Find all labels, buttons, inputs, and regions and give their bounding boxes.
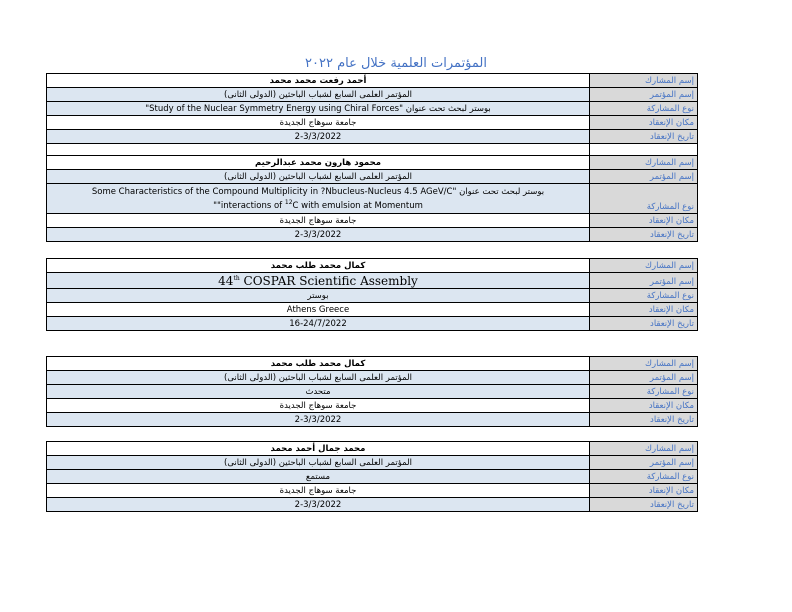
conference-title: COSPAR Scientific Assembly [239,274,418,288]
page-title: المؤتمرات العلمية خلال عام ٢٠٢٢ [305,56,487,71]
participation-type-line-2 [50,199,586,213]
table-row [47,399,698,413]
spacer-cell [47,144,590,156]
conference-label: إسم المؤتمر [590,170,698,184]
date-label: تاريخ الإنعقاد [590,130,698,144]
date: 16-24/7/2022 [47,317,590,331]
date-label: تاريخ الإنعقاد [590,498,698,512]
participation-type-label: نوع المشاركة [590,289,698,303]
date: 2-3/3/2022 [47,228,590,242]
conference-label: إسم المؤتمر [590,371,698,385]
conference-number: 44 [218,274,234,288]
participation-type-label: نوع المشاركة [590,470,698,484]
venue: جامعة سوهاج الجديدة [47,116,590,130]
venue: Athens Greece [47,303,590,317]
conference-table-1 [46,73,698,242]
table-row [47,156,698,170]
participant-label: إسم المشارك [590,357,698,371]
table-row [47,317,698,331]
participation-type-label: نوع المشاركة [590,184,698,214]
participant-name: كمال محمد طلب محمد [47,357,590,371]
table-row [47,289,698,303]
spacer-row [47,144,698,156]
conference-name: المؤتمر العلمى السابع لشباب الباحثين (الدولى الثانى) [47,88,590,102]
conference-label: إسم المؤتمر [590,456,698,470]
table-row [47,228,698,242]
conference-name: المؤتمر العلمى السابع لشباب الباحثين (الدولى الثانى) [47,371,590,385]
table-row [47,371,698,385]
venue: جامعة سوهاج الجديدة [47,214,590,228]
ordinal-superscript: th [233,275,240,282]
conference-table-2 [46,258,698,331]
table-row [47,130,698,144]
participant-name: محمد جمال أحمد محمد [47,442,590,456]
venue-label: مكان الإنعقاد [590,116,698,130]
table-row [47,357,698,371]
participant-label: إسم المشارك [590,74,698,88]
participant-label: إسم المشارك [590,156,698,170]
date: 2-3/3/2022 [47,413,590,427]
participant-name: كمال محمد طلب محمد [47,259,590,273]
date-label: تاريخ الإنعقاد [590,413,698,427]
line-2-suffix: C with emulsion at Momentum [292,201,423,211]
table-row [47,442,698,456]
venue-label: مكان الإنعقاد [590,484,698,498]
participant-label: إسم المشارك [590,442,698,456]
table-row [47,470,698,484]
conference-table-4 [46,441,698,512]
spacer-cell [590,144,698,156]
participation-type: بوستر [47,289,590,303]
table-row [47,484,698,498]
conference-name: المؤتمر العلمى السابع لشباب الباحثين (الدولى الثانى) [47,456,590,470]
participation-type: متحدث [47,385,590,399]
venue-label: مكان الإنعقاد [590,399,698,413]
venue-label: مكان الإنعقاد [590,214,698,228]
date-label: تاريخ الإنعقاد [590,228,698,242]
table-row [47,259,698,273]
table-row [47,413,698,427]
participant-name: محمود هارون محمد عبدالرحيم [47,156,590,170]
table-row [47,214,698,228]
conference-table-3 [46,356,698,427]
date: 2-3/3/2022 [47,130,590,144]
table-row [47,184,698,214]
isotope-superscript: 12 [284,199,293,207]
table-row [47,102,698,116]
line-2-prefix: ""interactions of [213,201,285,211]
participation-type: بوستر لبحث تحت عنوان "Study of the Nuclear Symmetry Energy using Chiral Forces" [47,102,590,116]
date: 2-3/3/2022 [47,498,590,512]
venue: جامعة سوهاج الجديدة [47,399,590,413]
venue: جامعة سوهاج الجديدة [47,484,590,498]
participation-type: مستمع [47,470,590,484]
venue-label: مكان الإنعقاد [590,303,698,317]
conference-label: إسم المؤتمر [590,88,698,102]
conference-label: إسم المؤتمر [590,273,698,289]
table-row [47,88,698,102]
conference-name: المؤتمر العلمى السابع لشباب الباحثين (الدولى الثانى) [47,170,590,184]
participation-type-label: نوع المشاركة [590,385,698,399]
table-row [47,385,698,399]
table-row [47,456,698,470]
participant-label: إسم المشارك [590,259,698,273]
table-row [47,303,698,317]
participation-type-line-1: بوستر لبحث تحت عنوان "Some Characteristics of the Compound Multiplicity in ?Nbucleus-Nucleus 4.5 AGeV/C [91,187,545,197]
participant-name: أحمد رفعت محمد محمد [47,74,590,88]
table-row [47,498,698,512]
table-row [47,116,698,130]
conference-name [47,273,590,289]
table-row [47,273,698,289]
participation-type-label: نوع المشاركة [590,102,698,116]
table-row [47,170,698,184]
date-label: تاريخ الإنعقاد [590,317,698,331]
table-row [47,74,698,88]
participation-type [47,184,590,214]
